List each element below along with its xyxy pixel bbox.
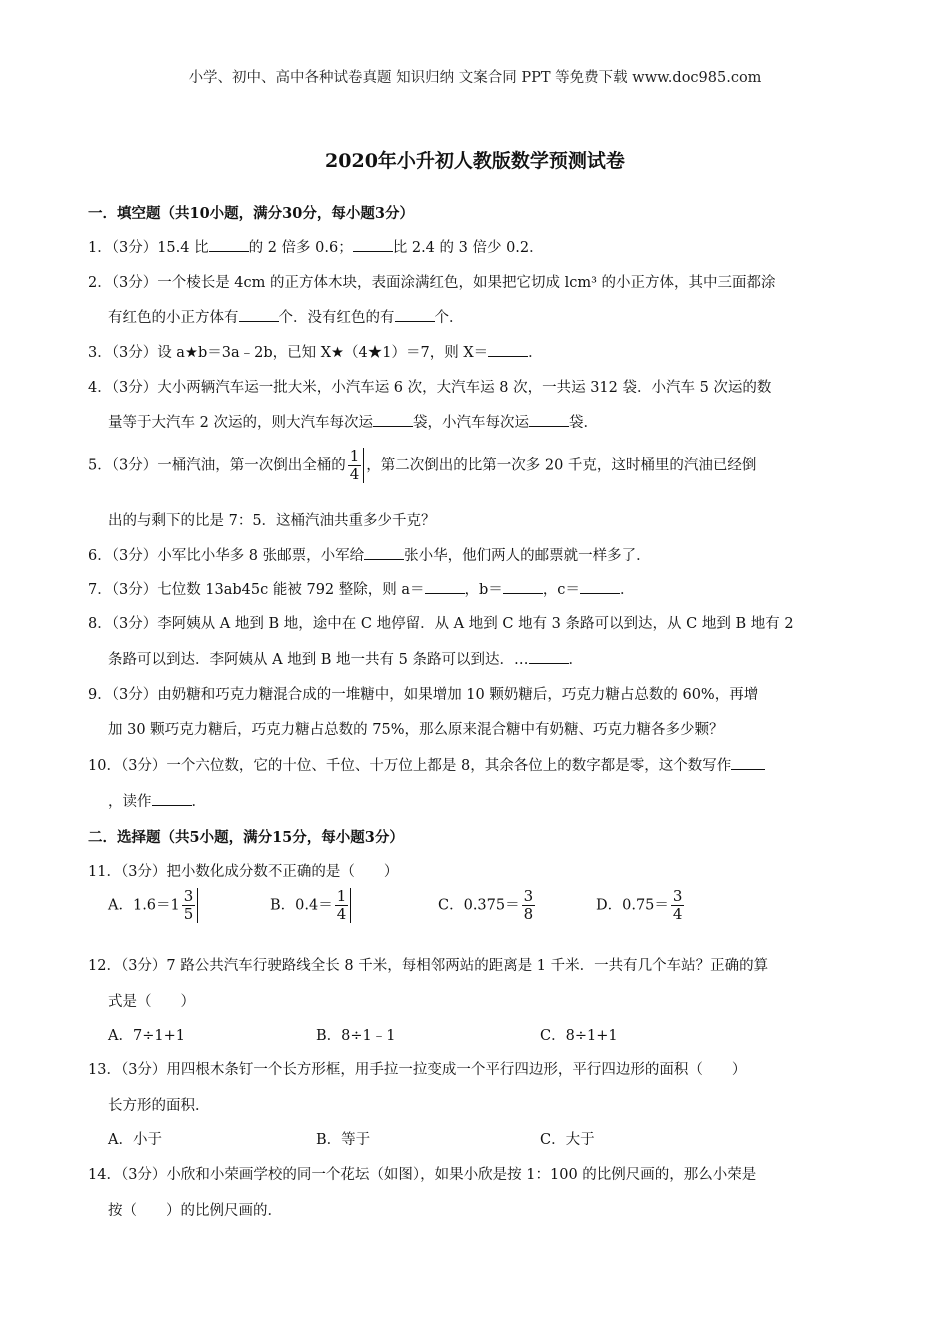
question-4: 4．（3分）大小两辆汽车运一批大米，小汽车运 6 次，大汽车运 8 次，一共运 312 袋．小汽车 5 次运的数 (88, 380, 772, 396)
question-8-cont: 条路可以到达．李阿姨从 A 地到 B 地一共有 5 条路可以到达．… ． (108, 652, 584, 668)
question-1: 1．（3分）15.4 比 的 2 倍多 0.6； 比 2.4 的 3 倍少 0.2． (88, 240, 544, 256)
option-c[interactable]: C．8÷1+1 (540, 1028, 618, 1044)
question-13: 13．（3分）用四根木条钉一个长方形框，用手拉一拉变成一个平行四边形，平行四边形的面积（ ） (88, 1062, 747, 1078)
question-2: 2．（3分）一个棱长是 4cm 的正方体木块，表面涂满红色，如果把它切成 lcm³ 的小正方体，其中三面都涂 (88, 275, 776, 291)
question-6: 6．（3分）小军比小华多 8 张邮票，小军给 张小华，他们两人的邮票就一样多了． (88, 548, 651, 564)
answer-blank[interactable] (364, 547, 404, 560)
answer-blank[interactable] (503, 581, 543, 594)
option-a[interactable]: A．1.6＝1 $\frac{3}{5}$ (108, 888, 200, 923)
answer-blank[interactable] (529, 414, 569, 427)
page-header: 小学、初中、高中各种试卷真题 知识归纳 文案合同 PPT 等免费下载 www.doc985.com (188, 70, 762, 86)
answer-blank[interactable] (529, 651, 569, 664)
question-3: 3．（3分）设 a★b＝3a﹣2b，已知 X★（4★1）＝7，则 X＝ ． (88, 345, 543, 361)
question-10: 10．（3分）一个六位数，它的十位、千位、十万位上都是 8，其余各位上的数字都是零，这个数写作 (88, 754, 765, 775)
question-13-cont: 长方形的面积． (108, 1098, 210, 1114)
answer-blank[interactable] (580, 581, 620, 594)
fraction: $\frac{3}{4}$ (672, 887, 683, 923)
answer-blank[interactable] (488, 344, 528, 357)
question-10-cont: ，读作 ． (108, 794, 206, 810)
answer-blank[interactable] (209, 239, 249, 252)
question-9: 9．（3分）由奶糖和巧克力糖混合成的一堆糖中，如果增加 10 颗奶糖后，巧克力糖占总数的 60%，再增 (88, 687, 759, 703)
answer-blank[interactable] (152, 793, 192, 806)
option-b[interactable]: B．8÷1﹣1 (316, 1028, 396, 1044)
fraction: $\frac{3}{5}$ (182, 888, 199, 923)
section-2-heading: 二．选择题（共5小题，满分15分，每小题3分） (88, 829, 404, 846)
answer-blank[interactable] (353, 239, 393, 252)
option-b[interactable]: B．等于 (316, 1132, 371, 1148)
answer-blank[interactable] (373, 414, 413, 427)
question-9-cont: 加 30 颗巧克力糖后，巧克力糖占总数的 75%，那么原来混合糖中有奶糖、巧克力糖各多少颗？ (108, 722, 724, 738)
answer-blank[interactable] (731, 757, 765, 770)
option-b[interactable]: B．0.4＝ $\frac{1}{4}$ (270, 888, 353, 923)
fraction: $\frac{3}{8}$ (523, 887, 534, 923)
question-11: 11．（3分）把小数化成分数不正确的是（ ） (88, 864, 399, 880)
question-8: 8．（3分）李阿姨从 A 地到 B 地，途中在 C 地停留．从 A 地到 C 地有 3 条路可以到达，从 C 地到 B 地有 2 (88, 616, 794, 632)
fraction: $\frac{1}{4}$ (348, 448, 365, 483)
option-d[interactable]: D．0.75＝ $\frac{3}{4}$ (596, 887, 683, 923)
answer-blank[interactable] (425, 581, 465, 594)
answer-blank[interactable] (239, 309, 279, 322)
fraction: $\frac{1}{4}$ (335, 888, 352, 923)
question-2-cont: 有红色的小正方体有 个．没有红色的有 个． (108, 310, 464, 326)
answer-blank[interactable] (395, 309, 435, 322)
page-title: 2020年小升初人教版数学预测试卷 (325, 150, 625, 172)
question-5-cont: 出的与剩下的比是 7：5．这桶汽油共重多少千克？ (108, 513, 436, 529)
question-12: 12．（3分）7 路公共汽车行驶路线全长 8 千米，每相邻两站的距离是 1 千米．一共有几个车站？正确的算 (88, 958, 769, 974)
option-c[interactable]: C．大于 (540, 1132, 595, 1148)
option-a[interactable]: A．7÷1+1 (108, 1028, 185, 1044)
question-12-cont: 式是（ ） (108, 994, 195, 1010)
section-1-heading: 一．填空题（共10小题，满分30分，每小题3分） (88, 205, 414, 222)
question-14: 14．（3分）小欣和小荣画学校的同一个花坛（如图），如果小欣是按 1：100 的比例尺画的，那么小荣是 (88, 1167, 757, 1183)
question-7: 7．（3分）七位数 13ab45c 能被 792 整除，则 a＝ ，b＝ ，c＝ ． (88, 582, 635, 598)
question-4-cont: 量等于大汽车 2 次运的，则大汽车每次运 袋，小汽车每次运 袋． (108, 415, 598, 431)
option-c[interactable]: C．0.375＝ $\frac{3}{8}$ (438, 887, 534, 923)
question-14-cont: 按（ ）的比例尺画的． (108, 1203, 282, 1219)
question-5: 5．（3分）一桶汽油，第一次倒出全桶的 $\frac{1}{4}$ ，第二次倒出的比第一次多 20 千克，这时桶里的汽油已经倒 (88, 447, 757, 483)
option-a[interactable]: A．小于 (108, 1132, 162, 1148)
